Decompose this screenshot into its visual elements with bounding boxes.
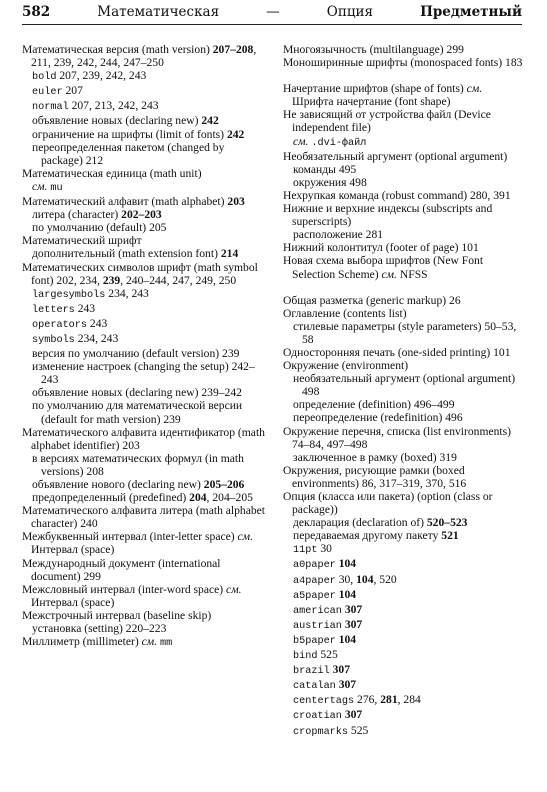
entry-text: объявление новых (declaring new) 239–242 <box>32 386 242 400</box>
index-subentry <box>293 557 523 572</box>
entry-text: изменение настроек (changing the setup) 242–243 <box>32 360 255 387</box>
index-subentry <box>32 69 268 84</box>
mono-term: cropmarks <box>293 726 349 738</box>
index-subentry <box>32 302 268 317</box>
entry-text: Новая схема выбора шрифтов (New Font Selection Scheme) <box>283 254 484 281</box>
index-entry <box>22 530 268 556</box>
entry-text: Интервал (space) <box>31 543 115 557</box>
header-right-word: Предметный <box>420 4 522 20</box>
entry-text: 243 <box>87 316 108 330</box>
entry-text: Математического алфавита литера (math alphabet character) 240 <box>22 504 266 531</box>
index-subentry <box>293 411 523 424</box>
index-subentry <box>32 128 268 141</box>
entry-text: , 284 <box>397 693 421 707</box>
entry-text: 234, 243 <box>74 331 119 345</box>
entry-text: Математический алфавит (math alphabet) <box>22 195 228 209</box>
index-column-left <box>22 43 268 650</box>
index-entry <box>283 82 523 108</box>
mono-term: austrian <box>293 620 342 632</box>
index-entry <box>283 254 523 280</box>
index-entry <box>283 490 523 516</box>
entry-text: окружения 498 <box>293 175 367 189</box>
bold-page-ref: 104 <box>338 632 357 646</box>
entry-text: Математическая версия (math version) <box>22 43 213 56</box>
index-subentry <box>32 491 268 504</box>
mono-term: b5paper <box>293 635 336 647</box>
index-entry <box>283 108 523 134</box>
mono-term: symbols <box>32 334 75 346</box>
entry-text: предопределенный (predefined) <box>32 491 190 505</box>
see-reference: см. <box>466 82 483 96</box>
entry-text: в версиях математических формул (in math versions) 208 <box>32 451 244 478</box>
mono-term: a0paper <box>293 560 336 572</box>
bold-page-ref: 307 <box>344 602 363 616</box>
index-subentry <box>293 320 523 346</box>
entry-text: по умолчанию (default) 205 <box>32 221 167 235</box>
see-reference: см. <box>293 134 309 148</box>
entry-text: NFSS <box>396 267 428 281</box>
index-subentry <box>32 99 268 114</box>
see-reference: см. <box>226 582 242 596</box>
entry-text: Окружение перечня, списка (list environments) 74–84, 497–498 <box>283 424 512 451</box>
index-entry <box>22 635 268 650</box>
entry-text: Односторонняя печать (one-sided printing) 101 <box>283 345 511 359</box>
entry-text: версия по умолчанию (default version) 239 <box>32 347 240 361</box>
entry-text: Математического алфавита идентификатор (math alphabet identifier) 203 <box>22 425 265 452</box>
index-subentry <box>32 114 268 127</box>
index-subentry <box>32 452 268 478</box>
entry-text: , 520 <box>373 572 397 586</box>
entry-text: Миллиметр (millimeter) <box>22 635 142 649</box>
index-subentry <box>293 451 523 464</box>
entry-text: Оглавление (contents list) <box>283 306 407 320</box>
mono-term: operators <box>32 319 88 331</box>
index-subentry <box>293 693 523 708</box>
index-entry <box>283 346 523 359</box>
index-entry <box>283 202 523 228</box>
index-subentry <box>32 317 268 332</box>
bold-page-ref: 203 <box>227 195 245 209</box>
entry-text: Интервал (space) <box>31 595 115 609</box>
index-entry <box>22 504 268 530</box>
mono-term: euler <box>32 87 63 99</box>
bold-page-ref: 242 <box>201 114 219 128</box>
index-subentry <box>293 398 523 411</box>
mono-term: catalan <box>293 681 336 693</box>
entry-text: Межстрочный интервал (baseline skip) <box>22 608 212 622</box>
entry-text: заключенное в рамку (boxed) 319 <box>293 450 457 464</box>
index-entry <box>22 583 268 609</box>
index-entry <box>283 307 523 320</box>
entry-text: команды 495 <box>293 162 357 176</box>
bold-page-ref: 214 <box>220 247 239 261</box>
entry-text: , 240–244, 247, 249, 250 <box>120 273 237 287</box>
entry-text: переопределенная пакетом (changed by package) 212 <box>32 140 225 167</box>
mono-term: bold <box>32 72 57 84</box>
mono-term: croatian <box>293 711 342 723</box>
mono-term: american <box>293 605 342 617</box>
entry-text: литера (character) <box>32 208 122 222</box>
bold-page-ref: 307 <box>344 617 363 631</box>
index-entry <box>283 56 523 69</box>
index-subentry <box>32 180 268 195</box>
letter-group-gap <box>283 281 523 294</box>
entry-text: ограничение на шрифты (limit of fonts) <box>32 127 227 141</box>
bold-page-ref: 202–203 <box>121 208 162 222</box>
index-entry <box>283 464 523 490</box>
entry-text: Окружение (environment) <box>283 359 409 373</box>
entry-text: Нижний колонтитул (footer of page) 101 <box>283 241 479 255</box>
bold-page-ref: 207–208 <box>212 43 254 56</box>
index-entry <box>283 425 523 451</box>
index-entry <box>22 261 268 287</box>
entry-text: необязательный аргумент (optional argument) 498 <box>293 372 516 399</box>
entry-text: 525 <box>317 648 338 662</box>
header-left-word: Математическая <box>97 4 220 20</box>
mono-term: a4paper <box>293 575 336 587</box>
bold-page-ref: 307 <box>338 678 357 692</box>
mono-term: letters <box>32 304 75 316</box>
entry-text: 207 <box>62 84 83 98</box>
index-entry <box>22 609 268 622</box>
entry-text: Начертание шрифтов (shape of fonts) <box>283 82 467 96</box>
entry-text: расположение 281 <box>293 228 384 242</box>
entry-text: , 211, 239, 242, 244, 247–250 <box>31 43 257 70</box>
index-subentry <box>32 622 268 635</box>
entry-text: 234, 243 <box>105 286 149 300</box>
entry-text: 30, <box>335 572 357 586</box>
entry-text: 30 <box>317 542 332 556</box>
entry-text: определение (definition) 496–499 <box>293 398 455 412</box>
index-subentry <box>293 663 523 678</box>
index-entry <box>283 150 523 163</box>
entry-text: передаваемая другому пакету <box>293 529 442 543</box>
index-subentry <box>32 247 268 260</box>
index-subentry <box>293 135 523 150</box>
index-column-right <box>283 43 523 739</box>
bold-page-ref: 520–523 <box>426 516 468 530</box>
index-subentry <box>293 588 523 603</box>
index-subentry <box>293 618 523 633</box>
bold-page-ref: 242 <box>226 127 245 141</box>
index-subentry <box>293 228 523 241</box>
entry-text: Нижние и верхние индексы (subscripts and superscripts) <box>283 202 493 229</box>
entry-text: Не зависящий от устройства файл (Device independent file) <box>283 108 491 135</box>
index-entry <box>22 426 268 452</box>
mono-term: mu <box>50 182 63 194</box>
mono-term: mm <box>159 638 173 650</box>
entry-text: дополнительный (math extension font) <box>32 247 221 261</box>
index-entry <box>22 195 268 208</box>
index-subentry <box>32 386 268 399</box>
index-subentry <box>32 208 268 221</box>
entry-text: установка (setting) 220–223 <box>32 622 167 636</box>
entry-text: Международный документ (international document) 299 <box>22 556 221 583</box>
index-entry <box>283 43 523 56</box>
entry-text: Математический шрифт <box>22 234 142 248</box>
entry-text: 525 <box>348 723 369 737</box>
index-subentry <box>32 221 268 234</box>
bold-page-ref: 239 <box>102 273 121 287</box>
mono-term: largesymbols <box>32 289 106 301</box>
entry-text: Необязательный аргумент (optional argument) <box>283 149 508 163</box>
entry-text: 207, 213, 242, 243 <box>68 99 159 113</box>
bold-page-ref: 104 <box>338 587 357 601</box>
running-header <box>22 4 522 25</box>
index-subentry <box>293 708 523 723</box>
mono-term: normal <box>32 102 69 114</box>
mono-term: brazil <box>293 666 330 678</box>
entry-text: Математических символов шрифт (math symbol font) 202, 234, <box>22 260 258 287</box>
entry-text: 243 <box>74 301 96 315</box>
mono-term: 11pt <box>293 545 318 557</box>
mono-term: .dvi-файл <box>311 137 367 149</box>
entry-text: Окружения, рисующие рамки (boxed environments) 86, 317–319, 370, 516 <box>283 463 467 490</box>
see-reference: см. <box>32 179 48 193</box>
entry-text: переопределение (redefinition) 496 <box>293 411 463 425</box>
entry-text: объявление новых (declaring new) <box>32 114 202 128</box>
index-entry <box>283 189 523 202</box>
see-reference: см. <box>381 267 397 281</box>
entry-text: Моноширинные шрифты (monospaced fonts) 183 <box>283 56 523 70</box>
entry-text: Математическая единица (math unit) <box>22 166 202 180</box>
entry-text: Шрифта начертание (font shape) <box>292 95 451 109</box>
index-subentry <box>32 399 268 425</box>
bold-page-ref: 104 <box>356 572 374 586</box>
entry-text: Опция (класса или пакета) (option (class or package)) <box>283 490 493 517</box>
bold-page-ref: 205–206 <box>203 478 245 491</box>
page-number: 582 <box>22 4 51 20</box>
entry-text: Нехрупкая команда (robust command) 280, 391 <box>283 188 511 202</box>
bold-page-ref: 281 <box>380 693 398 707</box>
entry-text: 276, <box>354 693 381 707</box>
index-subentry <box>32 347 268 360</box>
index-subentry <box>293 648 523 663</box>
index-subentry <box>32 84 268 99</box>
entry-text: стилевые параметры (style parameters) 50–53, 58 <box>293 319 517 346</box>
index-subentry <box>293 633 523 648</box>
entry-text: Многоязычность (multilanguage) 299 <box>283 43 464 56</box>
header-middle-word: Опция <box>326 4 374 20</box>
bold-page-ref: 521 <box>441 529 459 543</box>
index-subentry <box>32 478 268 491</box>
entry-text: 207, 239, 242, 243 <box>56 69 147 83</box>
entry-text: Общая разметка (generic markup) 26 <box>283 293 461 307</box>
index-subentry <box>32 360 268 386</box>
see-reference: см. <box>141 635 158 649</box>
index-subentry <box>32 141 268 167</box>
header-dash: — <box>266 4 280 20</box>
index-subentry <box>293 516 523 529</box>
index-entry <box>22 167 268 180</box>
entry-text: декларация (declaration of) <box>293 516 427 530</box>
index-entry <box>22 234 268 247</box>
see-reference: см. <box>237 530 253 544</box>
index-subentry <box>293 529 523 542</box>
bold-page-ref: 307 <box>344 708 363 722</box>
index-subentry <box>293 603 523 618</box>
index-subentry <box>32 332 268 347</box>
index-subentry <box>293 678 523 693</box>
bold-page-ref: 307 <box>332 663 350 677</box>
mono-term: bind <box>293 651 318 663</box>
index-subentry <box>293 542 523 557</box>
index-subentry <box>293 573 523 588</box>
mono-term: a5paper <box>293 590 336 602</box>
entry-text: объявление нового (declaring new) <box>32 478 204 491</box>
index-subentry <box>293 163 523 176</box>
letter-group-gap <box>283 69 523 82</box>
index-subentry <box>293 724 523 739</box>
index-subentry <box>32 287 268 302</box>
index-entry <box>22 557 268 583</box>
index-entry <box>283 294 523 307</box>
mono-term: centertags <box>293 696 355 708</box>
index-subentry <box>293 176 523 189</box>
entry-text: Межбуквенный интервал (inter-letter space) <box>22 530 238 544</box>
index-entry <box>283 241 523 254</box>
bold-page-ref: 104 <box>338 557 357 571</box>
bold-page-ref: 204 <box>189 491 207 505</box>
entry-text: Межсловный интервал (inter-word space) <box>22 582 227 596</box>
entry-text: по умолчанию для математической версии (default for math version) 239 <box>32 399 243 426</box>
entry-text: , 204–205 <box>206 491 253 505</box>
index-entry <box>22 43 268 69</box>
index-entry <box>283 359 523 372</box>
index-subentry <box>293 372 523 398</box>
